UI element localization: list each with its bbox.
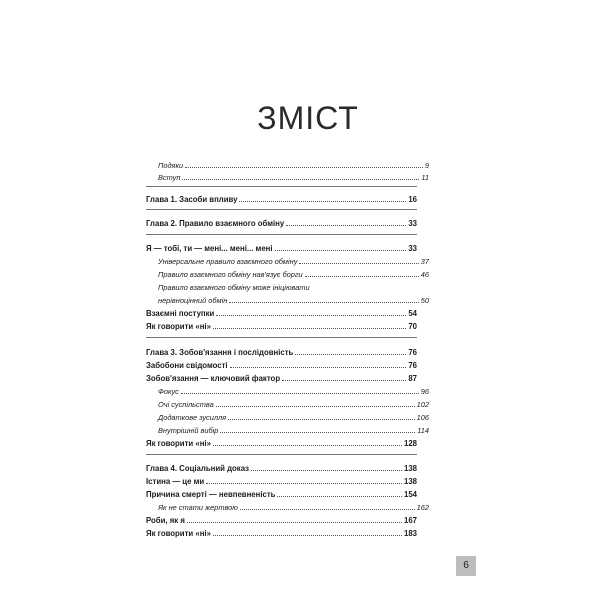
toc-entry-page: 138	[403, 464, 417, 473]
dot-leader	[213, 535, 402, 536]
dot-leader	[277, 496, 402, 497]
section-divider	[146, 337, 417, 338]
toc-entry-label: Глава 2. Правило взаємного обміну	[146, 219, 285, 228]
toc-entry-label: Універсальне правило взаємного обміну	[158, 257, 298, 266]
toc-entry-page: 11	[421, 173, 429, 182]
toc-entry-page: 114	[417, 426, 429, 435]
dot-leader	[229, 302, 418, 303]
toc-entry[interactable]	[146, 267, 429, 279]
toc-entry-page: 50	[420, 296, 429, 305]
toc-entry-page: 46	[420, 270, 429, 279]
toc-entry-page: 162	[416, 503, 429, 512]
toc-entry[interactable]	[146, 371, 417, 383]
toc-entry[interactable]	[146, 487, 417, 499]
dot-leader	[305, 276, 419, 277]
toc-entry-label: Правило взаємного обміну може ініціювати	[158, 283, 310, 292]
section-divider	[146, 209, 417, 210]
toc-entry[interactable]	[146, 170, 429, 182]
toc-entry-label: Роби, як я	[146, 516, 185, 525]
toc-entry[interactable]	[146, 410, 429, 422]
toc-entry-label: Як не стати жертвою	[158, 503, 238, 512]
dot-leader	[275, 250, 407, 251]
toc-entry-label: Подяки	[158, 161, 184, 170]
toc-entry-label: Я — тобі, ти — мені... мені... мені	[146, 244, 273, 253]
section-divider	[146, 234, 417, 235]
page-number: 6	[456, 556, 476, 576]
toc-entry-label: Внутрішній вибір	[158, 426, 219, 435]
toc-entry-page: 33	[408, 219, 417, 228]
toc-entry-page: 16	[408, 195, 417, 204]
toc-entry-page: 37	[420, 257, 429, 266]
toc-entry-label: нерівноцінний обмін	[158, 296, 228, 305]
toc-entry-page: 138	[403, 477, 417, 486]
dot-leader	[286, 225, 406, 226]
dot-leader	[299, 263, 418, 264]
toc-entry-label: Як говорити «ні»	[146, 322, 211, 331]
toc-entry[interactable]	[146, 293, 429, 305]
dot-leader	[187, 522, 402, 523]
toc-entry-label: Глава 3. Зобов'язання і послідовність	[146, 348, 294, 357]
toc-entry-label: Глава 4. Соціальний доказ	[146, 464, 250, 473]
dot-leader	[251, 470, 402, 471]
dot-leader	[181, 393, 419, 394]
toc-entry[interactable]	[146, 397, 429, 409]
dot-leader	[282, 380, 406, 381]
toc-entry[interactable]	[146, 513, 417, 525]
dot-leader	[240, 509, 415, 510]
dot-leader	[216, 315, 406, 316]
toc-entry-page: 167	[403, 516, 417, 525]
toc-entry-label: Додаткове зусилля	[158, 413, 227, 422]
toc-entry[interactable]	[146, 254, 429, 266]
toc-entry-page: 128	[403, 439, 417, 448]
toc-entry-label: Взаємні поступки	[146, 309, 215, 318]
dot-leader	[230, 367, 407, 368]
toc-entry-label: Глава 1. Засоби впливу	[146, 195, 238, 204]
dot-leader	[182, 179, 419, 180]
toc-entry[interactable]	[146, 384, 429, 396]
toc-entry-label: Вступ	[158, 173, 181, 182]
toc-entry[interactable]	[146, 319, 417, 331]
dot-leader	[206, 483, 402, 484]
toc-chapter[interactable]	[146, 461, 417, 473]
toc-entry-page: 106	[416, 413, 429, 422]
toc-entry-page: 102	[416, 400, 429, 409]
toc-entry-page: 54	[408, 309, 417, 318]
toc-entry-page: 9	[424, 161, 429, 170]
toc-entry-page: 87	[408, 374, 417, 383]
section-divider	[146, 454, 417, 455]
toc-entry[interactable]	[146, 358, 417, 370]
toc-entry[interactable]	[146, 306, 417, 318]
page-title: ЗМІСТ	[257, 100, 359, 136]
toc-chapter[interactable]	[146, 345, 417, 357]
toc-entry-page: 154	[403, 490, 417, 499]
toc-entry-label: Правило взаємного обміну нав'язує борги	[158, 270, 303, 279]
toc-entry-label: Як говорити «ні»	[146, 439, 211, 448]
toc-entry-label: Очі суспільства	[158, 400, 214, 409]
toc-entry-page: 76	[408, 361, 417, 370]
toc-entry-label: Фокус	[158, 387, 179, 396]
toc-entry[interactable]	[146, 158, 429, 170]
dot-leader	[213, 328, 406, 329]
dot-leader	[295, 354, 406, 355]
dot-leader	[213, 445, 402, 446]
toc-entry-page: 183	[403, 529, 417, 538]
toc-chapter[interactable]	[146, 216, 417, 228]
toc-entry-page: 70	[408, 322, 417, 331]
toc-entry[interactable]	[146, 280, 429, 292]
toc-entry[interactable]	[146, 436, 417, 448]
toc-entry-page: 76	[408, 348, 417, 357]
dot-leader	[185, 167, 423, 168]
toc-entry[interactable]	[146, 423, 429, 435]
toc-entry[interactable]	[146, 474, 417, 486]
dot-leader	[216, 406, 415, 407]
toc-entry[interactable]	[146, 500, 429, 512]
toc-chapter[interactable]	[146, 192, 417, 204]
dot-leader	[220, 432, 415, 433]
toc-entry[interactable]	[146, 526, 417, 538]
section-divider	[146, 186, 417, 187]
toc-entry-label: Істина — це ми	[146, 477, 205, 486]
toc-entry-page: 33	[408, 244, 417, 253]
toc-entry-page: 96	[420, 387, 429, 396]
toc-entry-label: Забобони свідомості	[146, 361, 228, 370]
toc-entry-label: Причина смерті — невпевненість	[146, 490, 276, 499]
toc-entry-label: Зобов'язання — ключовий фактор	[146, 374, 281, 383]
dot-leader	[239, 201, 406, 202]
dot-leader	[228, 419, 415, 420]
toc-entry[interactable]	[146, 241, 417, 253]
toc-entry-label: Як говорити «ні»	[146, 529, 211, 538]
